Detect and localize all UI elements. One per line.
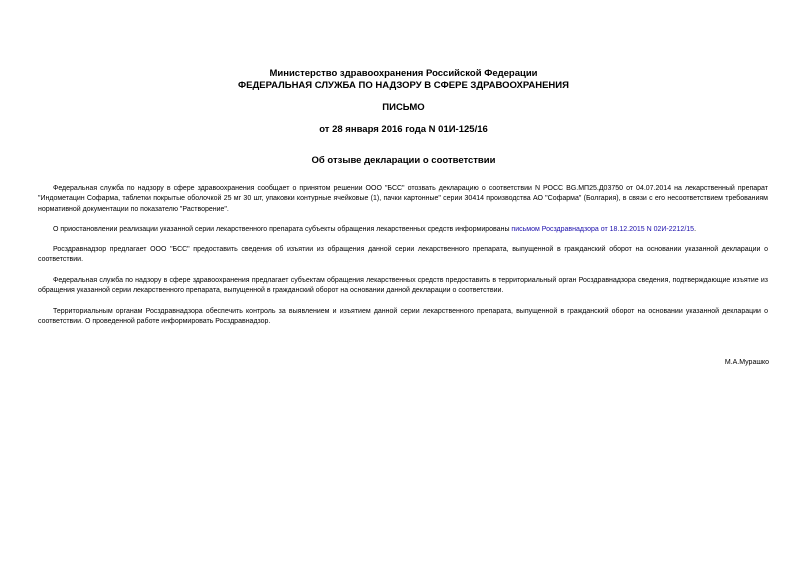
paragraph-2-end: . [694,226,697,233]
document-subject: Об отзыве декларации о соответствии [311,155,496,166]
paragraph-3-text: Росздравнадзор предлагает ООО "БСС" предоставить сведения об изъятии из обращения данной серии лекарственного препарата, выпущенной в гражданский оборот на основании указанной декларации о соответствии. [38,246,768,264]
ministry-name: Министерство здравоохранения Российской Федерации [269,68,538,79]
document-date-number: от 28 января 2016 года N 01И-125/16 [319,124,488,135]
document-type: ПИСЬМО [382,102,425,113]
paragraph-3 [38,245,768,266]
service-name: ФЕДЕРАЛЬНАЯ СЛУЖБА ПО НАДЗОРУ В СФЕРЕ ЗДРАВООХРАНЕНИЯ [238,80,569,91]
paragraph-5 [38,307,768,328]
signature: М.А.Мурашко [724,359,769,366]
paragraph-2 [38,225,768,235]
reference-letter-link[interactable]: письмом Росздравнадзора от 18.12.2015 N 02И-2212/15 [511,226,695,233]
paragraph-1-text: Федеральная служба по надзору в сфере здравоохранения сообщает о принятом решении ООО "БСС" отозвать декларацию о соответствии N РОСС BG.МП25.Д03750 от 04.07.2014 на лекарственный препарат "Индометацин Софарма, таблетки покрытые оболочкой 25 мг 30 шт, упаковки контурные ячейковые (1), пачки картонные" серии 30414 производства АО "Софарма" (Болгария), в связи с его несоответствием требованиям нормативной документации по показателю "Растворение". [38,185,768,213]
paragraph-5-text: Территориальным органам Росздравнадзора обеспечить контроль за выявлением и изъятием данной серии лекарственного препарата, выпущенной в гражданский оборот на основании указанной декларации о соответствии. О проведенной работе информировать Росздравнадзор. [38,308,768,326]
paragraph-1 [38,184,768,215]
paragraph-4-text: Федеральная служба по надзору в сфере здравоохранения предлагает субъектам обращения лекарственных средств предоставить в территориальный орган Росздравнадзора сведения, подтверждающие изъятие из обращения указанной серии лекарственного препарата, выпущенной в гражданский оборот на основании данной декларации о соответствии. [38,277,768,295]
paragraph-4 [38,276,768,297]
paragraph-2-text: О приостановлении реализации указанной серии лекарственного препарата субъекты обращения лекарственных средств информированы [53,226,512,233]
